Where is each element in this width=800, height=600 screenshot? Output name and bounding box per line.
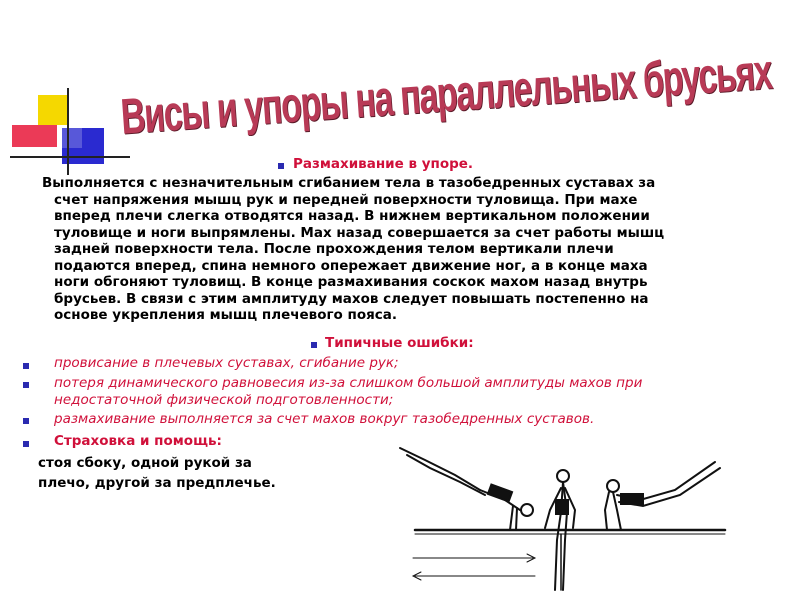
square-bullet-icon bbox=[23, 441, 29, 447]
square-bullet-icon bbox=[278, 163, 284, 169]
square-bullet-icon bbox=[311, 342, 317, 348]
section-heading-errors: Типичные ошибки: bbox=[325, 335, 474, 351]
square-bullet-icon bbox=[23, 363, 29, 369]
section-heading-safety: Страховка и помощь: bbox=[54, 433, 222, 449]
slide-title: Висы и упоры на параллельных брусьях bbox=[118, 43, 774, 145]
safety-line-2: плечо, другой за предплечье. bbox=[38, 475, 276, 491]
desc-line: счет напряжения мышц рук и передней поверхности туловища. При махе bbox=[54, 191, 638, 208]
gymnast-parallel-bars-illustration bbox=[385, 440, 745, 600]
color-blocks-decoration bbox=[0, 0, 130, 175]
swinging-description bbox=[42, 175, 782, 324]
safety-line-1: стоя сбоку, одной рукой за bbox=[38, 455, 252, 471]
desc-line: вперед плечи слегка отводятся назад. В нижнем вертикальном положении bbox=[54, 208, 650, 224]
desc-line: брусьев. В связи с этим амплитуду махов следует повышать постепенно на bbox=[54, 290, 649, 307]
square-bullet-icon bbox=[23, 382, 29, 388]
desc-line: ноги обгоняют туловищ. В конце размахивания соскок махом назад внутрь bbox=[54, 274, 648, 290]
desc-line: задней поверхности тела. После прохождения телом вертикали плечи bbox=[54, 241, 614, 257]
error-item-2-line-1: потеря динамического равновесия из-за слишком большой амплитуды махов при bbox=[54, 375, 643, 391]
error-item-3: размахивание выполняется за счет махов вокруг тазобедренных суставов. bbox=[54, 411, 595, 427]
error-item-2-line-2: недостаточной физической подготовленности; bbox=[54, 392, 394, 408]
error-item-1: провисание в плечевых суставах, сгибание рук; bbox=[54, 355, 399, 371]
section-heading-swinging: Размахивание в упоре. bbox=[293, 156, 474, 172]
desc-line: подаются вперед, спина немного опережает движение ног, а в конце маха bbox=[54, 257, 648, 274]
square-bullet-icon bbox=[23, 418, 29, 424]
desc-line: туловище и ноги выпрямлены. Мах назад совершается за счет работы мышц bbox=[54, 224, 665, 241]
desc-line: основе укрепления мышц плечевого пояса. bbox=[54, 307, 398, 323]
desc-line: Выполняется с незначительным сгибанием тела в тазобедренных суставах за bbox=[42, 175, 656, 191]
